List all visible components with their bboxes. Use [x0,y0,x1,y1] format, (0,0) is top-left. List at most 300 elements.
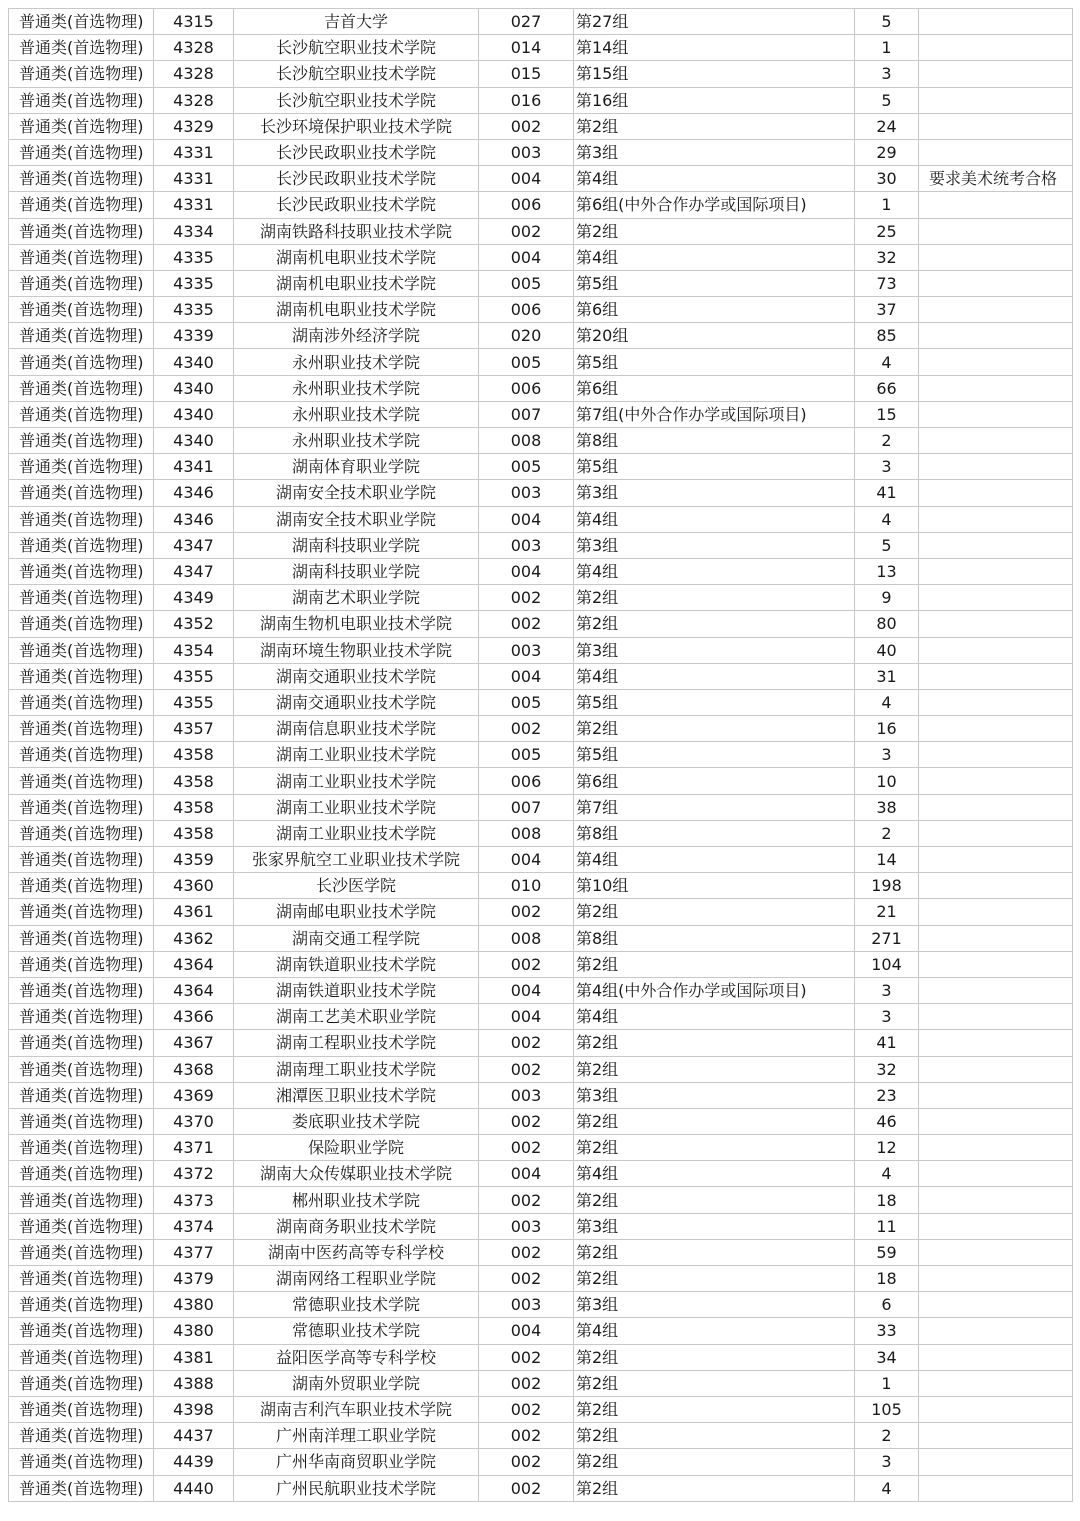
remark-cell [919,637,1073,663]
group-code-cell: 004 [479,166,574,192]
remark-cell [919,113,1073,139]
category-cell: 普通类(首选物理) [9,113,154,139]
category-cell: 普通类(首选物理) [9,428,154,454]
school-name-cell: 湖南中医药高等专科学校 [234,1239,479,1265]
school-code-cell: 4355 [154,663,234,689]
school-code-cell: 4339 [154,323,234,349]
remark-cell [919,270,1073,296]
school-code-cell: 4377 [154,1239,234,1265]
table-row [9,1344,1073,1370]
group-name-cell: 第4组(中外合作办学或国际项目) [574,977,855,1003]
plan-count-cell: 23 [855,1082,919,1108]
group-name-cell: 第2组 [574,951,855,977]
plan-count-cell: 46 [855,1108,919,1134]
table-row [9,1396,1073,1422]
plan-count-cell: 4 [855,1475,919,1501]
remark-cell [919,87,1073,113]
remark-cell [919,820,1073,846]
group-code-cell: 005 [479,689,574,715]
category-cell: 普通类(首选物理) [9,1161,154,1187]
table-row [9,820,1073,846]
category-cell: 普通类(首选物理) [9,139,154,165]
remark-cell [919,558,1073,584]
table-row [9,716,1073,742]
group-name-cell: 第8组 [574,428,855,454]
table-row [9,1475,1073,1501]
category-cell: 普通类(首选物理) [9,925,154,951]
remark-cell [919,611,1073,637]
remark-cell [919,663,1073,689]
group-name-cell: 第10组 [574,873,855,899]
remark-cell [919,1475,1073,1501]
group-name-cell: 第5组 [574,454,855,480]
plan-count-cell: 6 [855,1292,919,1318]
plan-count-cell: 59 [855,1239,919,1265]
school-name-cell: 湖南生物机电职业技术学院 [234,611,479,637]
remark-cell [919,323,1073,349]
school-name-cell: 湖南机电职业技术学院 [234,297,479,323]
category-cell: 普通类(首选物理) [9,35,154,61]
school-code-cell: 4329 [154,113,234,139]
school-code-cell: 4315 [154,9,234,35]
school-name-cell: 湖南网络工程职业学院 [234,1266,479,1292]
table-row [9,323,1073,349]
remark-cell [919,375,1073,401]
school-name-cell: 永州职业技术学院 [234,349,479,375]
remark-cell [919,1449,1073,1475]
group-code-cell: 002 [479,585,574,611]
table-row [9,768,1073,794]
table-row [9,9,1073,35]
remark-cell [919,1266,1073,1292]
remark-cell [919,401,1073,427]
table-row [9,1135,1073,1161]
table-row [9,61,1073,87]
group-code-cell: 003 [479,637,574,663]
table-row [9,375,1073,401]
school-name-cell: 湖南交通职业技术学院 [234,663,479,689]
remark-cell [919,244,1073,270]
table-row [9,1213,1073,1239]
school-code-cell: 4358 [154,768,234,794]
table-row [9,166,1073,192]
table-row [9,1161,1073,1187]
school-name-cell: 湖南大众传媒职业技术学院 [234,1161,479,1187]
plan-count-cell: 271 [855,925,919,951]
group-name-cell: 第3组 [574,1082,855,1108]
category-cell: 普通类(首选物理) [9,532,154,558]
school-name-cell: 湖南工业职业技术学院 [234,820,479,846]
remark-cell [919,506,1073,532]
school-code-cell: 4370 [154,1108,234,1134]
school-code-cell: 4346 [154,506,234,532]
school-name-cell: 湖南涉外经济学院 [234,323,479,349]
school-name-cell: 常德职业技术学院 [234,1318,479,1344]
group-name-cell: 第6组(中外合作办学或国际项目) [574,192,855,218]
plan-count-cell: 25 [855,218,919,244]
plan-count-cell: 4 [855,349,919,375]
group-name-cell: 第20组 [574,323,855,349]
category-cell: 普通类(首选物理) [9,480,154,506]
category-cell: 普通类(首选物理) [9,558,154,584]
table-body [9,9,1073,1502]
plan-count-cell: 18 [855,1187,919,1213]
school-code-cell: 4439 [154,1449,234,1475]
category-cell: 普通类(首选物理) [9,1266,154,1292]
category-cell: 普通类(首选物理) [9,1475,154,1501]
group-name-cell: 第2组 [574,1423,855,1449]
remark-cell [919,873,1073,899]
table-row [9,1318,1073,1344]
table-row [9,611,1073,637]
school-name-cell: 湖南外贸职业学院 [234,1370,479,1396]
school-name-cell: 张家界航空工业职业技术学院 [234,847,479,873]
school-name-cell: 湖南科技职业学院 [234,532,479,558]
group-name-cell: 第2组 [574,1056,855,1082]
group-name-cell: 第5组 [574,689,855,715]
remark-cell [919,689,1073,715]
plan-count-cell: 80 [855,611,919,637]
plan-count-cell: 2 [855,1423,919,1449]
school-name-cell: 湖南安全技术职业学院 [234,506,479,532]
table-row [9,1082,1073,1108]
group-name-cell: 第2组 [574,1370,855,1396]
group-code-cell: 004 [479,1004,574,1030]
group-code-cell: 010 [479,873,574,899]
category-cell: 普通类(首选物理) [9,820,154,846]
category-cell: 普通类(首选物理) [9,1396,154,1422]
school-name-cell: 湖南铁道职业技术学院 [234,977,479,1003]
table-row [9,689,1073,715]
remark-cell [919,1423,1073,1449]
group-code-cell: 002 [479,1030,574,1056]
group-name-cell: 第2组 [574,716,855,742]
group-code-cell: 008 [479,428,574,454]
school-code-cell: 4364 [154,977,234,1003]
school-code-cell: 4381 [154,1344,234,1370]
table-row [9,558,1073,584]
remark-cell [919,1292,1073,1318]
group-name-cell: 第2组 [574,899,855,925]
group-code-cell: 005 [479,454,574,480]
school-name-cell: 保险职业学院 [234,1135,479,1161]
category-cell: 普通类(首选物理) [9,192,154,218]
table-row [9,480,1073,506]
group-name-cell: 第2组 [574,1344,855,1370]
category-cell: 普通类(首选物理) [9,716,154,742]
school-name-cell: 湖南工程职业技术学院 [234,1030,479,1056]
school-name-cell: 湖南邮电职业技术学院 [234,899,479,925]
group-code-cell: 027 [479,9,574,35]
table-row [9,1187,1073,1213]
school-code-cell: 4371 [154,1135,234,1161]
school-code-cell: 4334 [154,218,234,244]
school-code-cell: 4347 [154,558,234,584]
category-cell: 普通类(首选物理) [9,270,154,296]
table-row [9,506,1073,532]
group-name-cell: 第7组 [574,794,855,820]
plan-count-cell: 3 [855,977,919,1003]
group-code-cell: 004 [479,663,574,689]
school-code-cell: 4335 [154,244,234,270]
category-cell: 普通类(首选物理) [9,873,154,899]
category-cell: 普通类(首选物理) [9,689,154,715]
remark-cell [919,794,1073,820]
table-row [9,244,1073,270]
school-code-cell: 4331 [154,192,234,218]
school-name-cell: 永州职业技术学院 [234,401,479,427]
category-cell: 普通类(首选物理) [9,585,154,611]
category-cell: 普通类(首选物理) [9,9,154,35]
remark-cell [919,925,1073,951]
school-code-cell: 4360 [154,873,234,899]
school-code-cell: 4372 [154,1161,234,1187]
school-name-cell: 长沙航空职业技术学院 [234,35,479,61]
table-row [9,532,1073,558]
group-code-cell: 002 [479,1344,574,1370]
plan-count-cell: 3 [855,1004,919,1030]
category-cell: 普通类(首选物理) [9,1344,154,1370]
category-cell: 普通类(首选物理) [9,166,154,192]
school-code-cell: 4358 [154,742,234,768]
school-name-cell: 湖南吉利汽车职业技术学院 [234,1396,479,1422]
plan-count-cell: 32 [855,244,919,270]
category-cell: 普通类(首选物理) [9,244,154,270]
plan-count-cell: 9 [855,585,919,611]
remark-cell [919,1370,1073,1396]
category-cell: 普通类(首选物理) [9,1108,154,1134]
table-row [9,637,1073,663]
group-name-cell: 第4组 [574,244,855,270]
category-cell: 普通类(首选物理) [9,794,154,820]
group-name-cell: 第8组 [574,820,855,846]
category-cell: 普通类(首选物理) [9,1056,154,1082]
group-name-cell: 第14组 [574,35,855,61]
table-row [9,1108,1073,1134]
school-name-cell: 湖南工艺美术职业学院 [234,1004,479,1030]
table-row [9,899,1073,925]
table-row [9,951,1073,977]
group-code-cell: 004 [479,244,574,270]
plan-count-cell: 24 [855,113,919,139]
group-name-cell: 第6组 [574,768,855,794]
school-code-cell: 4331 [154,139,234,165]
category-cell: 普通类(首选物理) [9,454,154,480]
school-code-cell: 4388 [154,1370,234,1396]
group-code-cell: 002 [479,951,574,977]
plan-count-cell: 2 [855,820,919,846]
group-code-cell: 004 [479,1318,574,1344]
table-row [9,1423,1073,1449]
category-cell: 普通类(首选物理) [9,1370,154,1396]
category-cell: 普通类(首选物理) [9,506,154,532]
table-row [9,663,1073,689]
group-name-cell: 第3组 [574,1292,855,1318]
plan-count-cell: 16 [855,716,919,742]
plan-count-cell: 18 [855,1266,919,1292]
school-name-cell: 湘潭医卫职业技术学院 [234,1082,479,1108]
remark-cell [919,951,1073,977]
school-code-cell: 4369 [154,1082,234,1108]
group-code-cell: 003 [479,532,574,558]
plan-count-cell: 15 [855,401,919,427]
category-cell: 普通类(首选物理) [9,768,154,794]
group-code-cell: 008 [479,925,574,951]
group-name-cell: 第2组 [574,1108,855,1134]
remark-cell [919,1108,1073,1134]
remark-cell [919,349,1073,375]
group-name-cell: 第3组 [574,139,855,165]
category-cell: 普通类(首选物理) [9,951,154,977]
school-code-cell: 4366 [154,1004,234,1030]
group-code-cell: 002 [479,1396,574,1422]
table-row [9,1370,1073,1396]
school-code-cell: 4361 [154,899,234,925]
school-code-cell: 4341 [154,454,234,480]
school-code-cell: 4374 [154,1213,234,1239]
category-cell: 普通类(首选物理) [9,1213,154,1239]
school-name-cell: 广州民航职业技术学院 [234,1475,479,1501]
school-name-cell: 湖南科技职业学院 [234,558,479,584]
group-code-cell: 002 [479,1266,574,1292]
school-name-cell: 长沙民政职业技术学院 [234,139,479,165]
plan-count-cell: 5 [855,87,919,113]
group-name-cell: 第5组 [574,270,855,296]
plan-count-cell: 30 [855,166,919,192]
school-name-cell: 长沙航空职业技术学院 [234,61,479,87]
group-name-cell: 第4组 [574,1318,855,1344]
remark-cell [919,768,1073,794]
plan-count-cell: 33 [855,1318,919,1344]
group-code-cell: 006 [479,375,574,401]
remark-cell [919,585,1073,611]
school-code-cell: 4335 [154,297,234,323]
group-name-cell: 第3组 [574,637,855,663]
remark-cell [919,192,1073,218]
group-name-cell: 第15组 [574,61,855,87]
group-code-cell: 003 [479,1292,574,1318]
category-cell: 普通类(首选物理) [9,611,154,637]
remark-cell [919,480,1073,506]
group-code-cell: 005 [479,349,574,375]
school-code-cell: 4379 [154,1266,234,1292]
category-cell: 普通类(首选物理) [9,847,154,873]
school-name-cell: 湖南安全技术职业学院 [234,480,479,506]
table-row [9,428,1073,454]
school-name-cell: 广州华南商贸职业学院 [234,1449,479,1475]
group-code-cell: 002 [479,113,574,139]
school-name-cell: 湖南信息职业技术学院 [234,716,479,742]
plan-count-cell: 2 [855,428,919,454]
group-code-cell: 015 [479,61,574,87]
school-code-cell: 4340 [154,401,234,427]
remark-cell [919,532,1073,558]
plan-count-cell: 38 [855,794,919,820]
group-name-cell: 第4组 [574,1161,855,1187]
table-row [9,847,1073,873]
category-cell: 普通类(首选物理) [9,1292,154,1318]
group-name-cell: 第3组 [574,480,855,506]
group-name-cell: 第4组 [574,1004,855,1030]
group-name-cell: 第7组(中外合作办学或国际项目) [574,401,855,427]
table-row [9,297,1073,323]
remark-cell [919,1213,1073,1239]
table-row [9,192,1073,218]
group-name-cell: 第2组 [574,218,855,244]
school-name-cell: 湖南工业职业技术学院 [234,794,479,820]
school-code-cell: 4331 [154,166,234,192]
group-name-cell: 第16组 [574,87,855,113]
school-name-cell: 湖南铁路科技职业技术学院 [234,218,479,244]
group-code-cell: 004 [479,506,574,532]
school-name-cell: 长沙民政职业技术学院 [234,166,479,192]
school-code-cell: 4328 [154,35,234,61]
group-code-cell: 014 [479,35,574,61]
category-cell: 普通类(首选物理) [9,977,154,1003]
group-code-cell: 002 [479,1239,574,1265]
plan-count-cell: 41 [855,480,919,506]
school-code-cell: 4340 [154,349,234,375]
school-name-cell: 长沙航空职业技术学院 [234,87,479,113]
group-code-cell: 002 [479,1475,574,1501]
school-name-cell: 长沙环境保护职业技术学院 [234,113,479,139]
remark-cell [919,1082,1073,1108]
plan-count-cell: 3 [855,1449,919,1475]
school-name-cell: 湖南机电职业技术学院 [234,270,479,296]
category-cell: 普通类(首选物理) [9,1423,154,1449]
group-code-cell: 002 [479,899,574,925]
group-code-cell: 006 [479,768,574,794]
school-code-cell: 4346 [154,480,234,506]
group-code-cell: 005 [479,742,574,768]
group-name-cell: 第3组 [574,532,855,558]
group-code-cell: 003 [479,139,574,165]
school-code-cell: 4335 [154,270,234,296]
school-name-cell: 湖南机电职业技术学院 [234,244,479,270]
category-cell: 普通类(首选物理) [9,375,154,401]
plan-count-cell: 31 [855,663,919,689]
remark-cell [919,742,1073,768]
remark-cell [919,454,1073,480]
group-code-cell: 002 [479,716,574,742]
remark-cell [919,35,1073,61]
category-cell: 普通类(首选物理) [9,637,154,663]
group-code-cell: 002 [479,1108,574,1134]
category-cell: 普通类(首选物理) [9,1082,154,1108]
category-cell: 普通类(首选物理) [9,218,154,244]
table-row [9,270,1073,296]
category-cell: 普通类(首选物理) [9,401,154,427]
plan-count-cell: 21 [855,899,919,925]
category-cell: 普通类(首选物理) [9,1449,154,1475]
category-cell: 普通类(首选物理) [9,1187,154,1213]
group-code-cell: 005 [479,270,574,296]
group-name-cell: 第27组 [574,9,855,35]
group-code-cell: 006 [479,297,574,323]
school-code-cell: 4380 [154,1292,234,1318]
remark-cell [919,1318,1073,1344]
table-row [9,349,1073,375]
plan-count-cell: 5 [855,532,919,558]
group-code-cell: 003 [479,1082,574,1108]
group-name-cell: 第4组 [574,506,855,532]
group-code-cell: 004 [479,558,574,584]
table-row [9,113,1073,139]
school-code-cell: 4357 [154,716,234,742]
remark-cell [919,9,1073,35]
group-name-cell: 第5组 [574,742,855,768]
group-code-cell: 002 [479,1187,574,1213]
